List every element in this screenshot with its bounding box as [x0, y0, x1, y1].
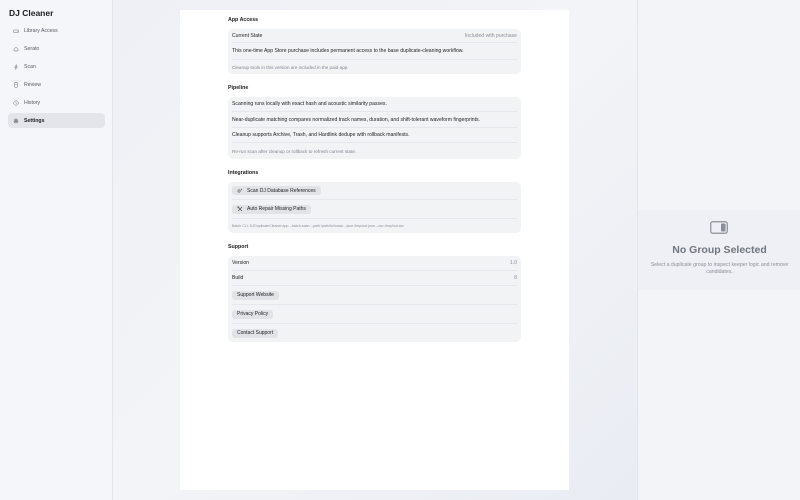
- support-website-row: [232, 286, 517, 305]
- wrench-icon: [237, 206, 243, 212]
- auto-repair-button[interactable]: [232, 205, 311, 214]
- app-title: DJ Cleaner: [9, 8, 54, 18]
- sidebar-item-review[interactable]: [8, 77, 105, 92]
- bolt-icon: [13, 64, 19, 70]
- gear-icon: [13, 118, 19, 124]
- scan-db-references-button[interactable]: [232, 186, 321, 195]
- section-title-integrations: Integrations: [228, 170, 259, 176]
- pipeline-text: Scanning runs locally with exact hash and acoustic similarity passes.: [232, 101, 387, 107]
- note-text: Cleanup tools in this version are included in the paid app.: [232, 64, 349, 70]
- clock-icon: [13, 100, 19, 106]
- sidebar-item-label: Library Access: [24, 27, 58, 34]
- contact-support-button[interactable]: Contact Support: [232, 329, 278, 338]
- sidebar-right-icon: [710, 221, 728, 234]
- empty-state-subtitle: Select a duplicate group to inspect keeper logic and remove candidates.: [650, 262, 789, 275]
- section-title-pipeline: Pipeline: [228, 85, 249, 91]
- description-text: This one-time App Store purchase includes permanent access to the base duplicate-cleaning workflow.: [232, 48, 464, 54]
- build-row: [232, 271, 517, 286]
- support-website-button[interactable]: Support Website: [232, 291, 279, 300]
- sidebar-item-label: Serato: [24, 45, 40, 52]
- sidebar-item-library-access[interactable]: [8, 23, 105, 38]
- section-title-app-access: App Access: [228, 17, 259, 23]
- pipeline-line: [232, 112, 517, 128]
- cli-hint: Batch CLI: DJDuplicateCleaner.app --batch-scan --path /path/to/music --json /tmp/out.json --csv /tmp/out.csv: [232, 224, 404, 228]
- drive-icon: [13, 28, 19, 34]
- version-value: 1.0: [509, 260, 517, 266]
- build-label: Build: [232, 275, 244, 281]
- integrations-card: [228, 182, 521, 233]
- privacy-policy-row: [232, 305, 517, 324]
- settings-panel: [180, 10, 569, 490]
- sparkle-icon: [237, 188, 243, 194]
- sidebar-item-label: History: [24, 99, 41, 106]
- sidebar-item-label: Settings: [24, 117, 45, 124]
- sidebar-item-serato[interactable]: [8, 41, 105, 56]
- sidebar-item-scan[interactable]: [8, 59, 105, 74]
- current-state-row: [232, 29, 517, 43]
- version-row: [232, 256, 517, 271]
- current-state-label: Current State: [232, 32, 263, 39]
- pipeline-line: [232, 97, 517, 112]
- settings-content: [228, 17, 521, 353]
- cli-hint-row: [232, 219, 517, 233]
- support-card: [228, 256, 521, 342]
- sidebar-item-label: Review: [24, 81, 42, 88]
- sidebar-item-label: Scan: [24, 63, 36, 70]
- pipeline-note: [232, 143, 517, 159]
- contact-support-row: [232, 324, 517, 342]
- current-state-value: Included with purchase: [464, 32, 517, 39]
- empty-state-title: No Group Selected: [672, 244, 767, 256]
- sidebar-item-history[interactable]: [8, 95, 105, 110]
- pipeline-text: Cleanup supports Archive, Trash, and Hardlink dedupe with rollback manifests.: [232, 132, 410, 138]
- note-text: Re-run scan after cleanup or rollback to refresh current state.: [232, 148, 357, 154]
- build-value: 8: [514, 275, 517, 281]
- app-access-description: [232, 43, 517, 60]
- app-access-card: [228, 29, 521, 74]
- pipeline-text: Near-duplicate matching compares normalized track names, duration, and shift-tolerant waveform fingerprints.: [232, 116, 481, 123]
- home-icon: [13, 46, 19, 52]
- sidebar-item-settings[interactable]: [8, 113, 105, 128]
- section-title-support: Support: [228, 244, 249, 250]
- pipeline-line: [232, 128, 517, 143]
- privacy-policy-button[interactable]: Privacy Policy: [232, 310, 273, 319]
- button-label: Scan DJ Database References: [247, 187, 316, 194]
- version-label: Version: [232, 260, 249, 266]
- document-icon: [13, 82, 19, 88]
- app-access-note: [232, 60, 517, 74]
- sidebar-nav: [8, 23, 105, 131]
- scan-references-row: [232, 182, 517, 200]
- sidebar: [0, 0, 113, 500]
- pipeline-card: [228, 97, 521, 159]
- detail-pane: [637, 0, 800, 500]
- button-label: Auto Repair Missing Paths: [247, 206, 306, 212]
- auto-repair-row: [232, 200, 517, 219]
